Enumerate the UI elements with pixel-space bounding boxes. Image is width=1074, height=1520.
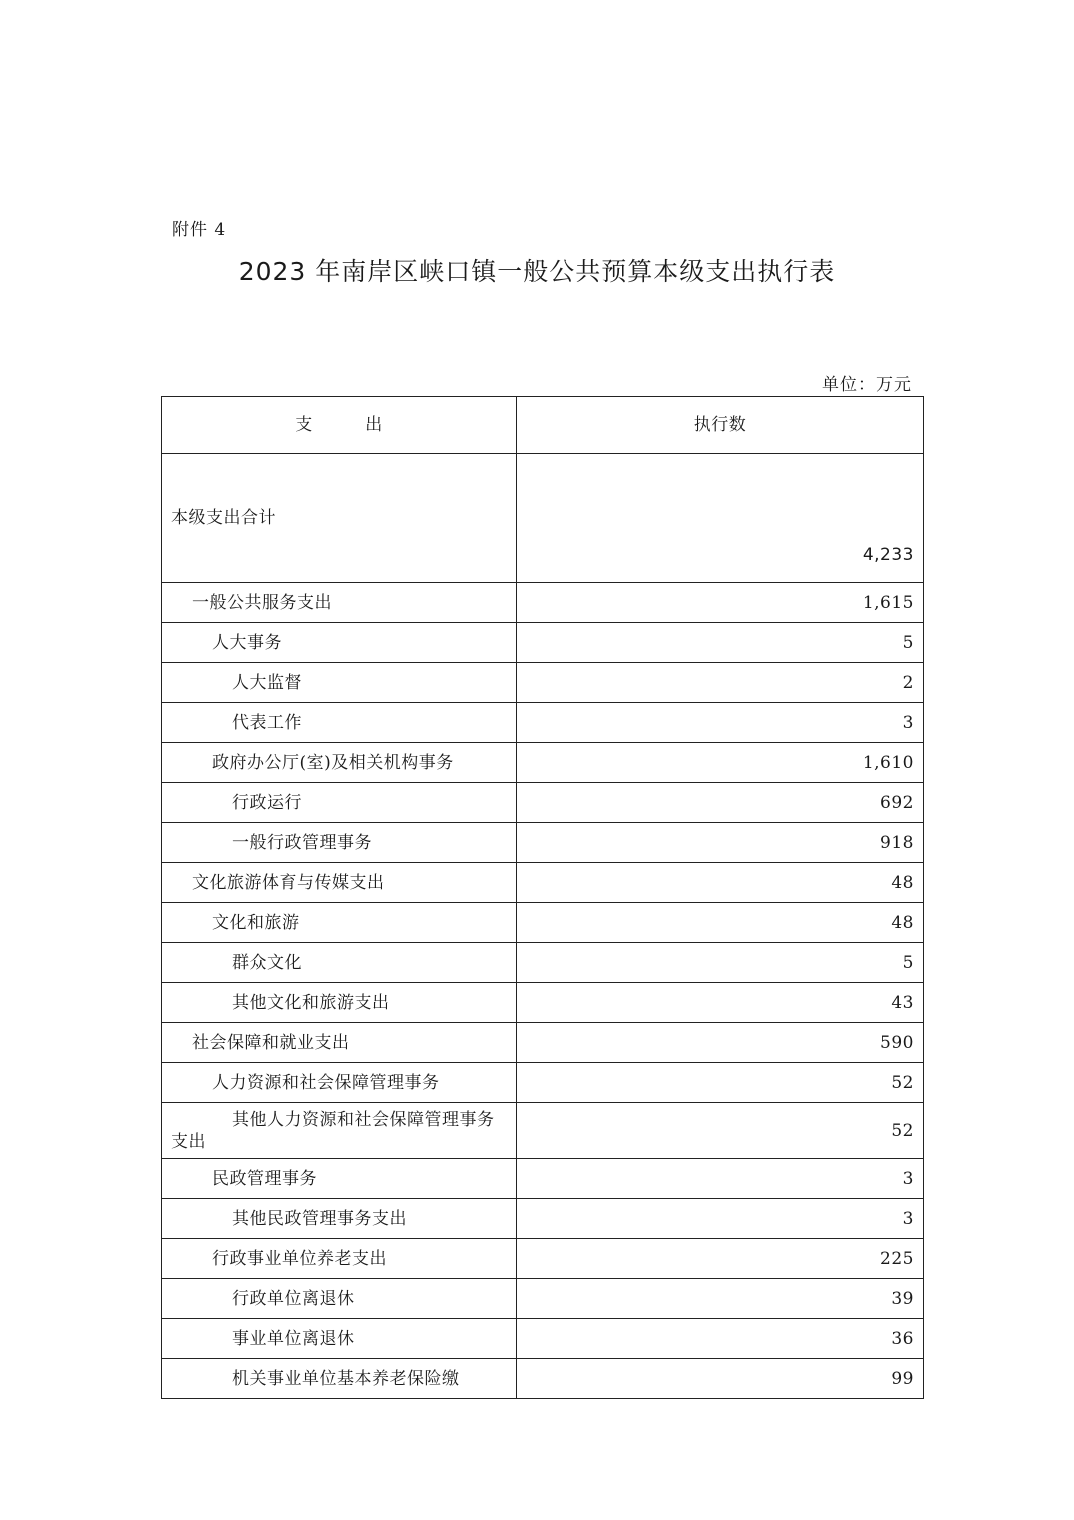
total-label: 本级支出合计	[162, 454, 517, 583]
row-value: 39	[517, 1279, 924, 1319]
table-row	[162, 903, 924, 943]
row-label: 其他民政管理事务支出	[162, 1199, 517, 1239]
row-value: 225	[517, 1239, 924, 1279]
expenditure-table	[161, 396, 924, 1399]
table-row	[162, 983, 924, 1023]
row-value: 52	[517, 1103, 924, 1159]
table-row	[162, 1319, 924, 1359]
row-label: 人力资源和社会保障管理事务	[162, 1063, 517, 1103]
row-value: 590	[517, 1023, 924, 1063]
row-label: 行政事业单位养老支出	[162, 1239, 517, 1279]
table-row	[162, 1359, 924, 1399]
row-value: 52	[517, 1063, 924, 1103]
table-row	[162, 583, 924, 623]
row-label: 其他人力资源和社会保障管理事务支出	[162, 1103, 517, 1159]
row-value: 3	[517, 1159, 924, 1199]
table-row	[162, 743, 924, 783]
table-row	[162, 703, 924, 743]
row-value: 48	[517, 903, 924, 943]
row-label: 政府办公厅(室)及相关机构事务	[162, 743, 517, 783]
table-row	[162, 1103, 924, 1159]
table-row	[162, 663, 924, 703]
row-label: 民政管理事务	[162, 1159, 517, 1199]
row-value: 692	[517, 783, 924, 823]
table-row	[162, 863, 924, 903]
table-row	[162, 1063, 924, 1103]
row-value: 918	[517, 823, 924, 863]
unit-label: 单位：万元	[822, 375, 912, 395]
row-value: 3	[517, 1199, 924, 1239]
page-title: 2023 年南岸区峡口镇一般公共预算本级支出执行表	[238, 257, 836, 286]
table-row	[162, 1159, 924, 1199]
table-row	[162, 783, 924, 823]
row-value: 48	[517, 863, 924, 903]
table-row	[162, 623, 924, 663]
row-label: 群众文化	[162, 943, 517, 983]
total-value: 4,233	[517, 454, 924, 583]
row-label: 文化和旅游	[162, 903, 517, 943]
row-label: 文化旅游体育与传媒支出	[162, 863, 517, 903]
row-value: 5	[517, 943, 924, 983]
row-value: 99	[517, 1359, 924, 1399]
row-label: 人大事务	[162, 623, 517, 663]
row-value: 3	[517, 703, 924, 743]
row-label: 代表工作	[162, 703, 517, 743]
table-row	[162, 823, 924, 863]
header-executed-amount: 执行数	[517, 397, 924, 454]
table-row	[162, 1239, 924, 1279]
table-row	[162, 943, 924, 983]
table-header-row	[162, 397, 924, 454]
table-row	[162, 1279, 924, 1319]
total-row	[162, 454, 924, 583]
row-label: 一般行政管理事务	[162, 823, 517, 863]
row-value: 5	[517, 623, 924, 663]
row-label: 其他文化和旅游支出	[162, 983, 517, 1023]
row-value: 43	[517, 983, 924, 1023]
header-expenditure: 支 出	[162, 397, 517, 454]
row-value: 36	[517, 1319, 924, 1359]
table-row	[162, 1023, 924, 1063]
row-label: 事业单位离退休	[162, 1319, 517, 1359]
row-value: 1,610	[517, 743, 924, 783]
row-value: 2	[517, 663, 924, 703]
row-label: 机关事业单位基本养老保险缴	[162, 1359, 517, 1399]
row-value: 1,615	[517, 583, 924, 623]
row-label: 社会保障和就业支出	[162, 1023, 517, 1063]
row-label: 人大监督	[162, 663, 517, 703]
table-row	[162, 1199, 924, 1239]
attachment-label: 附件 4	[172, 220, 227, 240]
row-label: 行政单位离退休	[162, 1279, 517, 1319]
row-label: 行政运行	[162, 783, 517, 823]
row-label: 一般公共服务支出	[162, 583, 517, 623]
